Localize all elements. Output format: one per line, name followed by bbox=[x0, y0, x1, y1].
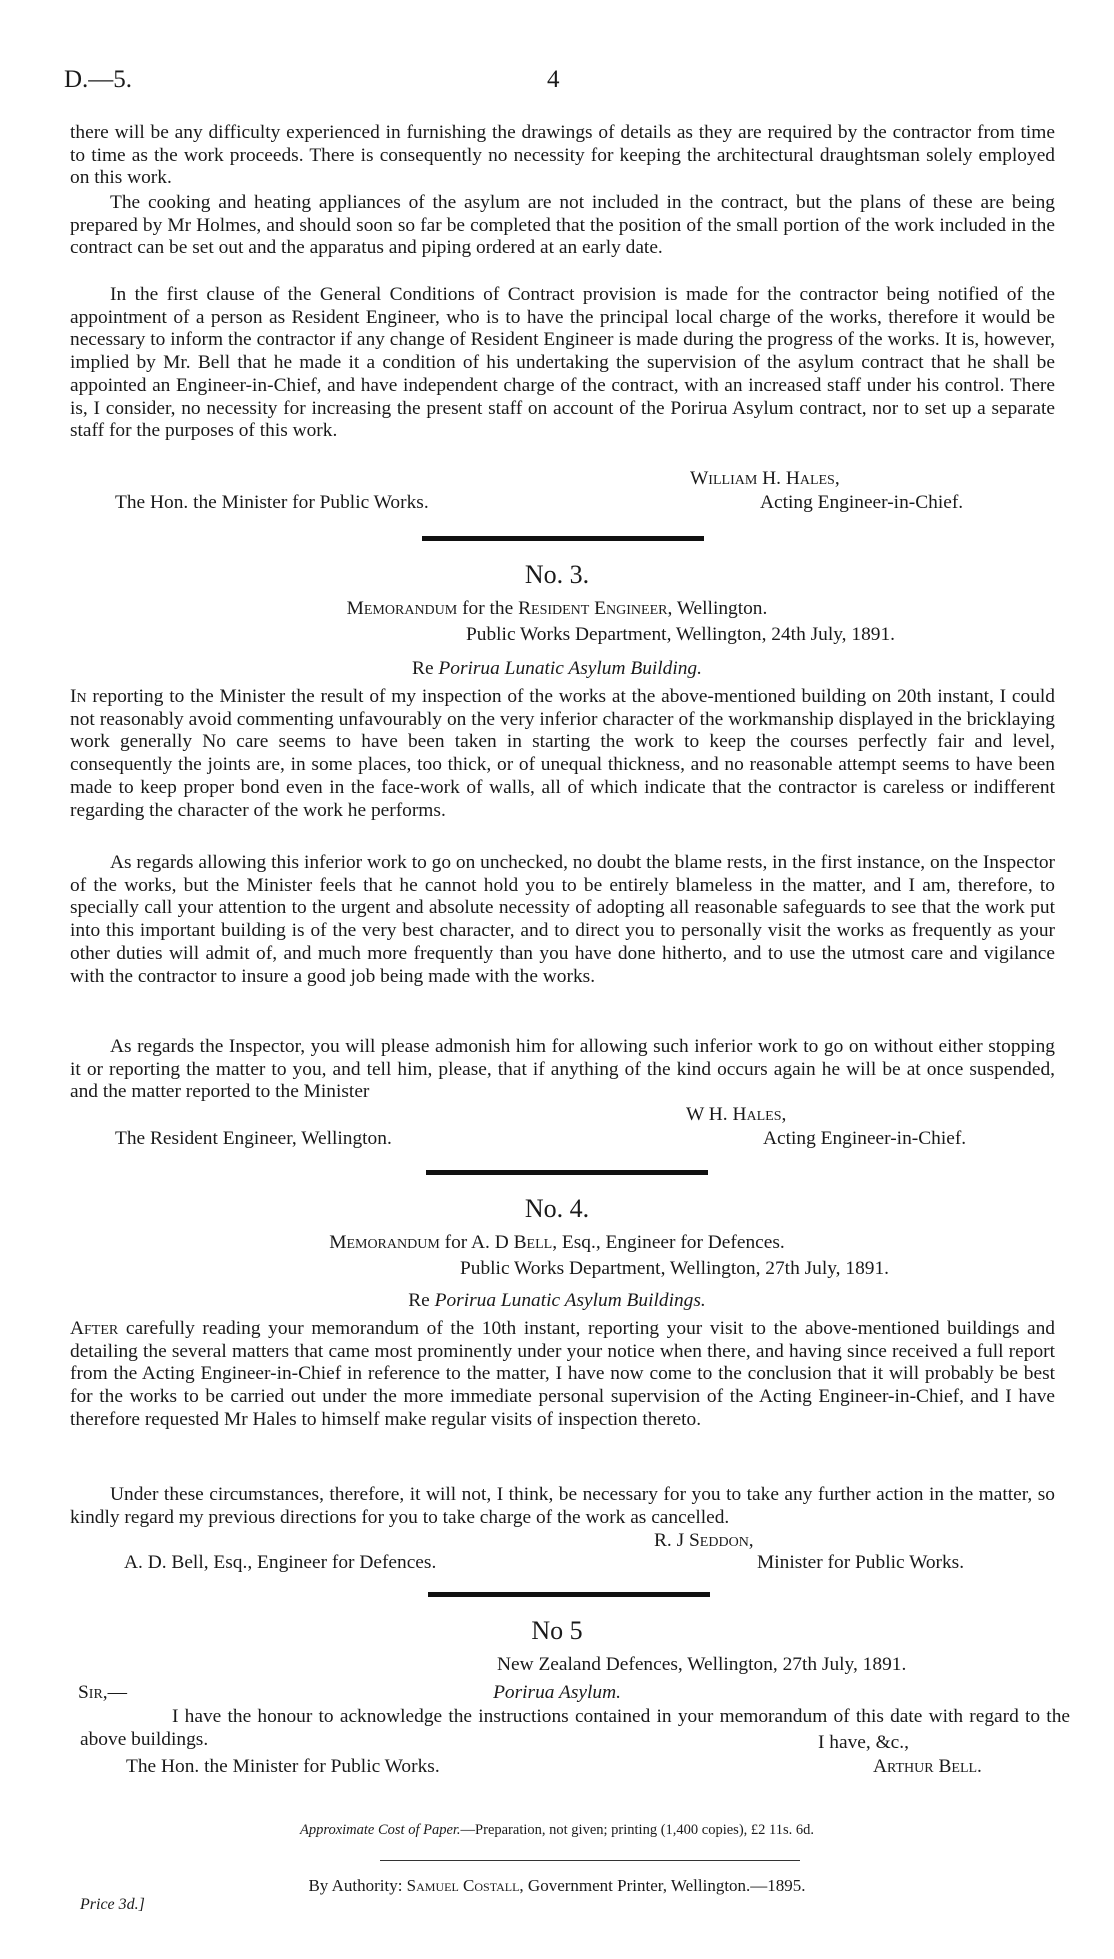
dateline-no4: Public Works Department, Wellington, 27th July, 1891. bbox=[460, 1258, 890, 1279]
page-number: 4 bbox=[547, 66, 560, 93]
continuation-paragraph-3: In the first clause of the General Conditions of Contract provision is made for the contractor being notified of the appointment of a person as Resident Engineer, who is to have the principal local charge of the works, therefore it would be necessary to inform the contractor if any change of Resident Engineer is made during the progress of the works. It is, however, implied by Mr. Bell that he made it a condition of his undertaking the supervision of the asylum contract that he shall be appointed an Engineer-in-Chief, and have independent charge of the contract, with an increased staff under his control. There is, I consider, no necessity for increasing the present staff on account of the Porirua Asylum contract, nor to set up a separate staff for the purposes of this work. bbox=[70, 284, 1055, 442]
price: Price 3d.] bbox=[80, 1896, 145, 1913]
complimentary-close: I have, &c., bbox=[818, 1732, 909, 1753]
letter-paragraph-no5: I have the honour to acknowledge the instructions contained in your memorandum of this date with regard to the above buildings. bbox=[80, 1706, 1070, 1750]
signatory-title-no3: Acting Engineer-in-Chief. bbox=[763, 1128, 967, 1149]
memo-paragraph-no4-2: Under these circumstances, therefore, it will not, I think, be necessary for you to take any further action in the matter, so kindly regard my previous directions for you to take charge of the work as cancelled. bbox=[70, 1484, 1055, 1528]
memo-paragraph-no3-1: In reporting to the Minister the result of my inspection of the works at the above-mentioned building on 20th instant, I could not reasonably avoid commenting unfavourably on the very inferior character of the workmanship displayed in the bricklaying work generally No care seems to have been taken in starting the work to keep the courses perfectly fair and level, consequently the joints are, in some places, too thick, or of unequal thickness, and no reasonable attempt seems to have been made to keep proper bond even in the face-work of walls, all of which indicate that the contractor is careless or indifferent regarding the character of the work he performs. bbox=[70, 686, 1055, 821]
memo-paragraph-no3-2: As regards allowing this inferior work to go on unchecked, no doubt the blame rests, in the first instance, on the Inspector of the works, but the Minister feels that he cannot hold you to be entirely blameless in the matter, and I am, therefore, to specially call your attention to the urgent and absolute necessity of adopting all reasonable safeguards to see that the work put into this important building is of the very best character, and to direct you to personally visit the works as frequently as your other duties will admit of, and much more frequently than you have done hitherto, and to use the utmost care and vigilance with the contractor to insure a good job being made with the works. bbox=[70, 852, 1055, 987]
section-heading-no4: No. 4. bbox=[524, 1194, 590, 1223]
dateline-no3: Public Works Department, Wellington, 24th July, 1891. bbox=[466, 624, 896, 645]
memo-heading-no4: Memorandum for A. D Bell, Esq., Engineer for Defences. bbox=[329, 1232, 785, 1253]
memo-heading-no3: Memorandum for the Resident Engineer, Wellington. bbox=[346, 598, 768, 619]
section-divider bbox=[422, 536, 704, 541]
footer-rule bbox=[380, 1860, 800, 1861]
subject-line-no3: Re Porirua Lunatic Asylum Building. bbox=[412, 658, 702, 679]
signatory-title: Acting Engineer-in-Chief. bbox=[760, 492, 964, 513]
salutation: Sir,— bbox=[78, 1682, 128, 1703]
subject-line-no4: Re Porirua Lunatic Asylum Buildings. bbox=[408, 1290, 706, 1311]
memo-paragraph-no3-3: As regards the Inspector, you will please admonish him for allowing such inferior work to go on without either stopping it or reporting the matter to you, and tell him, please, that if anything of the kind occurs again he will be at once suspended, and the matter reported to the Minister bbox=[70, 1036, 1055, 1103]
signatory-title-no4: Minister for Public Works. bbox=[757, 1552, 965, 1573]
section-divider bbox=[428, 1592, 710, 1597]
section-heading-no3: No. 3. bbox=[524, 560, 590, 589]
signature-seddon: R. J Seddon, bbox=[654, 1530, 754, 1551]
signature-hales-no3: W H. Hales, bbox=[686, 1104, 787, 1125]
memo-paragraph-no4-1: After carefully reading your memorandum of the 10th instant, reporting your visit to the above-mentioned buildings and detailing the several matters that came most prominently under your notice when there, and having since received a full report from the Acting Engineer-in-Chief in reference to the matter, I have now come to the conclusion that it will probably be best for the works to be carried out under the more immediate personal supervision of the Acting Engineer-in-Chief, and I have therefore requested Mr Hales to himself make regular visits of inspection thereto. bbox=[70, 1318, 1055, 1430]
continuation-paragraph-2: The cooking and heating appliances of the asylum are not included in the contract, but the plans of these are being prepared by Mr Holmes, and should soon so far be completed that the position of the small portion of the work included in the contract can be set out and the apparatus and piping ordered at an early date. bbox=[70, 192, 1055, 259]
continuation-paragraph-1: there will be any difficulty experienced in furnishing the drawings of details as they are required by the contractor from time to time as the work proceeds. There is consequently no necessity for keeping the architectural draughtsman solely employed on this work. bbox=[70, 122, 1055, 189]
printer-authority-line: By Authority: Samuel Costall, Government Printer, Wellington.—1895. bbox=[308, 1876, 806, 1895]
addressee-minister-public-works: The Hon. the Minister for Public Works. bbox=[115, 492, 429, 513]
signature-hales: William H. Hales, bbox=[690, 468, 840, 489]
dateline-no5: New Zealand Defences, Wellington, 27th July, 1891. bbox=[497, 1654, 907, 1675]
section-heading-no5: No 5 bbox=[531, 1616, 583, 1645]
cost-of-paper-note: Approximate Cost of Paper.—Preparation, not given; printing (1,400 copies), £2 11s. 6d. bbox=[299, 1822, 814, 1838]
addressee-resident-engineer: The Resident Engineer, Wellington. bbox=[115, 1128, 392, 1149]
signature-bell: Arthur Bell. bbox=[873, 1756, 982, 1777]
subject-line-no5: Porirua Asylum. bbox=[493, 1682, 621, 1703]
document-reference: D.—5. bbox=[64, 66, 133, 93]
section-divider bbox=[426, 1170, 708, 1175]
addressee-bell: A. D. Bell, Esq., Engineer for Defences. bbox=[124, 1552, 437, 1573]
addressee-minister-no5: The Hon. the Minister for Public Works. bbox=[126, 1756, 440, 1777]
